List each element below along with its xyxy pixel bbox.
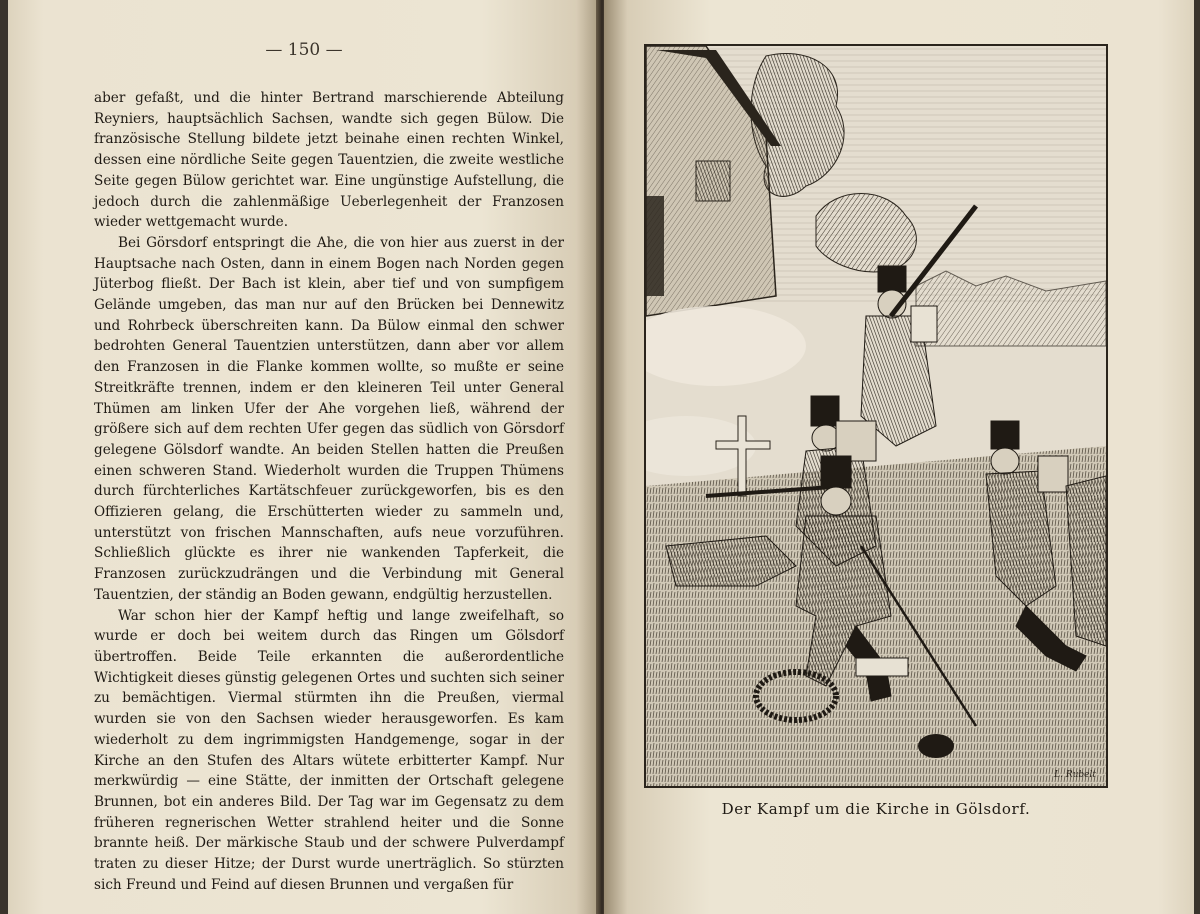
battle-illustration bbox=[644, 44, 1108, 788]
paragraph-2: Bei Görsdorf entspringt die Ahe, die von hier aus zuerst in der Hauptsache nach Osten, dann in einem Bogen nach Norden gegen Jüterbog fließt. Der Bach ist klein, aber tief und von sumpfigem Gelände umgeben, das man nur auf den Brücken bei Dennewitz und Rohrbeck überschreiten kann. Da Bülow einmal den schwer bedrohten General Tauentzien unterstützen, dann aber vor allem den Franzosen in die Flanke kommen wollte, so mußte er seine Streitkräfte trennen, indem er den kleineren Teil unter General Thümen am linken Ufer der Ahe vorgehen ließ, während der größere sich auf dem rechten Ufer gegen das südlich von Görsdorf gelegene Gölsdorf wandte. An beiden Stellen hatten die Preußen einen schweren Stand. Wiederholt wurden die Truppen Thümens durch fürchterliches Kartätschfeuer zurückgeworfen, bis es den Offizieren gelang, die Erschütterten wieder zu sammeln und, unterstützt von frischen Mannschaften, aufs neue vorzuführen. Schließlich glückte es ihrer nie wankenden Tapferkeit, die Franzosen zurückzudrängen und die Verbindung mit General Tauentzien, der ständig an Boden gewann, endgültig herzustellen. bbox=[94, 234, 564, 603]
church-window bbox=[696, 161, 730, 201]
page-number: — 150 — bbox=[265, 40, 343, 60]
fallen-hat bbox=[918, 734, 954, 758]
body-text bbox=[94, 88, 564, 895]
left-page bbox=[8, 0, 600, 914]
illustration-signature: L. Rubelt bbox=[1054, 770, 1096, 780]
illustration-drawing bbox=[646, 46, 1106, 786]
paragraph-1: aber gefaßt, und die hinter Bertrand marschierende Abteilung Reyniers, hauptsächlich Sachsen, wandte sich gegen Bülow. Die französische Stellung bildete jetzt beinahe einen rechten Winkel, dessen eine nördliche Seite gegen Tauentzien, die zweite westliche Seite gegen Bülow gerichtet war. Eine ungünstige Aufstellung, die jedoch durch die zahlenmäßige Ueberlegenheit der Franzosen wieder wettgemacht wurde. bbox=[94, 90, 564, 231]
grave-stone bbox=[856, 658, 908, 676]
church-door bbox=[646, 196, 664, 296]
illustration-caption: Der Kampf um die Kirche in Gölsdorf. bbox=[721, 800, 1031, 818]
paragraph-3: War schon hier der Kampf heftig und lange zweifelhaft, so wurde er doch bei weitem durch das Ringen um Gölsdorf übertroffen. Beide Teile erkannten die außerordentliche Wichtigkeit dieses günstig gelegenen Ortes und suchten sich seiner zu bemächtigen. Viermal stürmten ihn die Preußen, viermal wurden sie von den Sachsen wieder herausgeworfen. Es kam wiederholt zu dem ingrimmigsten Handgemenge, sogar in der Kirche an den Stufen des Altars wütete erbitterter Kampf. Nur merkwürdig — eine Stätte, der inmitten der Ortschaft gelegene Brunnen, bot ein anderes Bild. Der Tag war im Gegensatz zu dem früheren regnerischen Wetter strahlend heiter und die Sonne brannte heiß. Der märkische Staub und der schwere Pulverdampf traten zu dieser Hitze; der Durst wurde unerträglich. So stürzten sich Freund und Feind auf diesen Brunnen und vergaßen für bbox=[94, 607, 564, 893]
right-page bbox=[604, 0, 1194, 914]
